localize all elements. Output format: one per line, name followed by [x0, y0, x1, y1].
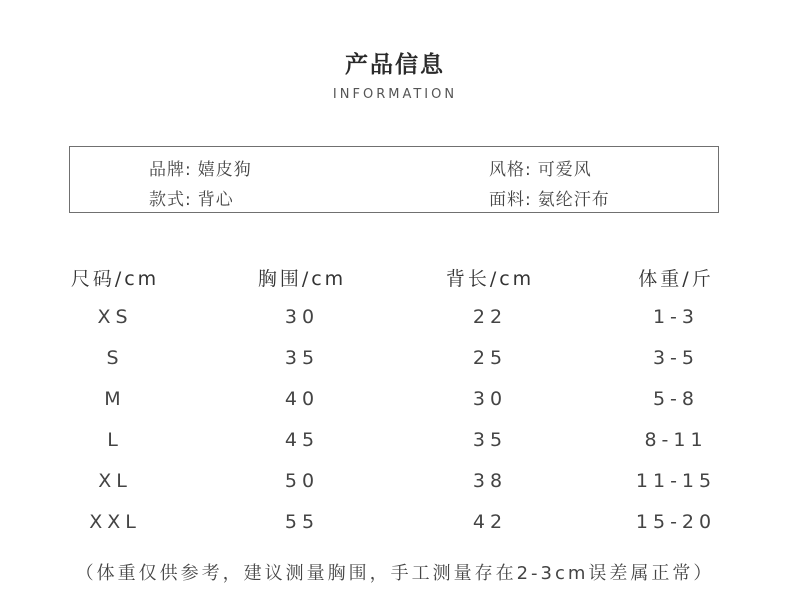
table-cell: 40	[284, 388, 320, 410]
product-info-box	[69, 146, 719, 213]
table-cell: 1-3	[652, 306, 700, 328]
info-fabric	[489, 185, 610, 210]
page-subtitle: INFORMATION	[332, 87, 458, 102]
table-cell: XXL	[89, 511, 141, 533]
table-cell: 55	[284, 511, 320, 533]
info-type-label: 款式:	[149, 190, 192, 210]
table-header-chest: 胸围/cm	[257, 268, 347, 290]
table-cell: S	[106, 347, 124, 369]
table-cell: 35	[284, 347, 320, 369]
info-style	[489, 155, 592, 180]
table-cell: 38	[472, 470, 508, 492]
table-cell: 25	[472, 347, 508, 369]
table-cell: 5-8	[652, 388, 700, 410]
table-cell: 11-15	[635, 470, 717, 492]
table-cell: L	[107, 429, 123, 451]
table-cell: 3-5	[652, 347, 700, 369]
table-cell: 8-11	[644, 429, 708, 451]
info-type-value: 背心	[197, 190, 234, 210]
table-cell: 45	[284, 429, 320, 451]
info-style-label: 风格:	[489, 160, 532, 180]
info-type	[149, 185, 234, 210]
table-cell: XL	[98, 470, 132, 492]
table-cell: 30	[284, 306, 320, 328]
table-cell: 50	[284, 470, 320, 492]
page-title: 产品信息	[345, 52, 445, 78]
table-header-back-length: 背长/cm	[445, 268, 535, 290]
info-brand	[149, 155, 252, 180]
info-style-value: 可爱风	[537, 160, 592, 180]
table-cell: 35	[472, 429, 508, 451]
info-brand-label: 品牌:	[149, 160, 192, 180]
table-cell: 22	[472, 306, 508, 328]
table-cell: 42	[472, 511, 508, 533]
table-cell: M	[104, 388, 126, 410]
info-fabric-value: 氨纶汗布	[537, 190, 610, 210]
table-cell: 15-20	[635, 511, 717, 533]
info-fabric-label: 面料:	[489, 190, 532, 210]
footnote: （体重仅供参考，建议测量胸围，手工测量存在2-3cm误差属正常）	[75, 563, 715, 584]
table-header-size: 尺码/cm	[70, 268, 160, 290]
info-brand-value: 嬉皮狗	[197, 160, 252, 180]
table-header-weight: 体重/斤	[638, 268, 714, 290]
table-cell: XS	[97, 306, 133, 328]
table-cell: 30	[472, 388, 508, 410]
